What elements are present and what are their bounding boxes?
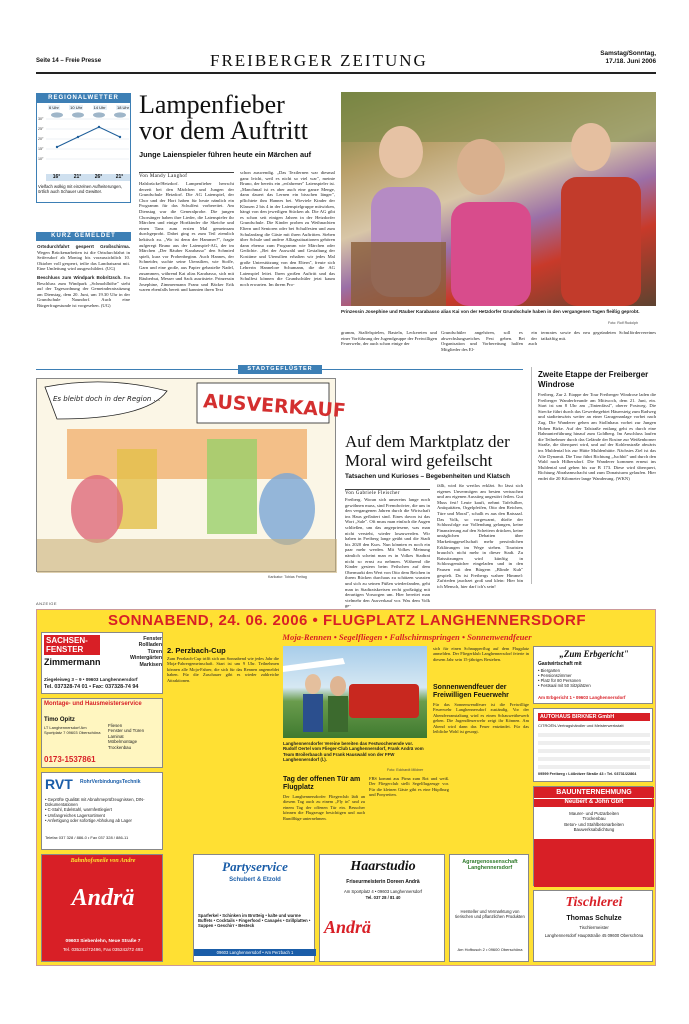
- lead-col-5: ternrates sowie des neu gegründeten Schulfördervereines tatkräftig mit.: [541, 330, 656, 341]
- lead-col-4: Grundschüler angehören, soll es ein abwechslungsreiches Fest geben. Bei der Organisation und Vorbereitung halfen auch Mitglieder des El-: [441, 330, 537, 352]
- weather-temp: 21°: [115, 174, 124, 180]
- weather-temps: [46, 174, 130, 181]
- ad-birkner-title: AUTOHAUS BIRKNER GmbH: [538, 713, 650, 721]
- lead-photo: [341, 92, 656, 306]
- ad-sachsen-items: [112, 636, 162, 668]
- ad-sachsen-title-line: FENSTER: [46, 645, 84, 654]
- page-number: Seite 14 – Freie Presse: [36, 58, 102, 64]
- lead-headline: [139, 92, 308, 144]
- ad-tisch-sub: Tischlermeister: [579, 925, 609, 930]
- stadt-author: Von Gabriele Fleischer: [345, 489, 430, 496]
- lead-col-1: Halsbrücke/Hetzdorf. Lampenfieber herrscht derzeit bei den Mädchen und Jungen der Grundschule Hetzdorf. Die AG Laienspiel, der Chor und der Hort haben für heute nämlich ein Programm für das Schulfest vorbereitet. Am Dienstag war die Generalprobe. Die jungen Chorsänger haben ihre Lieder, die Laienspieler ihr Märchen und einige Hortkinder die Sketche und einen Tanz zum ersten Mal gemeinsam durchgeprobt. Dabei ging es zum Teil ziemlich hektisch zu. „Wo ist denn der Hammer?", fragte aufgeregt Bruno aus der Laienspiel-AG, der im Märchen „Der Räuber Karabasso" den Schmied spielt, kurz vor Probenbeginn. Auch Hannes, der Schneider, suchte seine Utensilien, wie Stoffe, Garn und eine große, aus Papier gebastelte Nadel, zusammen, während Kai alias Karabasso, sich mit Räuberhut, Messer und Sack ausrüstete. Prinzessin Josephine, Zimmermann Franz und Bäcker Erik waren ebenfalls bereit und kannten ihren Text: [139, 181, 234, 293]
- kurz-body: Ein Beschluss zum Windpark „Schmohlhöhe" steht auf der Tagesordnung der Gemeinderatssitzung am Dienstag, dem 20. Juni, um 19.30 Uhr in der Grundschule Naundorf. Auch eine Bürgerfragestunde ist vorgesehen. (UG): [37, 274, 130, 308]
- ad-birkner: [533, 708, 653, 782]
- ad-montage-item: Laminat: [108, 733, 124, 739]
- side-text: Freiberg. Zur 2. Etappe der Tour Freiberger Windrose laden die Freiberger Wanderfreunde am Mittwoch, dem 21. Juni, ein. Start ist um 8 Uhr am „Tintenfässl", oberer Postweg. Die Strecke führt durch das Gewerbegebiet Häuersteig zum Radweg und stadteinwärts weiter an einer Garagenanlage vorbei nach Zug. Die Wanderer gehen am Stollnhaus vorbei zur Jungen Hohen Birke. Auf der Talstraße entlang geht es durch eine Bahnunterführung hinauf zum Goldberg. Im Anschluss laufen die Teilnehmer durch das Gelände der Rosine zur Weißenborner Straße, die überquert wird, und auf der Kohlenstraße abwärts ins Muldental bis zur Hütte Muldenhütte. Nächstes Ziel ist das Alte Dynamit. Die Tour führt Richtung „Juchhö" und durch den Wald nach Hilbersdorf. Die Wanderer kommen erneut ins Muldental und gehen bis zur B 173. Diese wird überquert, Richtung Abrahamschacht und zum Donatsturm gelaufen. Hier endet die 20 Kilometer lange Wanderung. (WKN): [538, 392, 656, 481]
- stadt-subhead: Tatsachen und Kurioses – Begebenheiten und Klatsch: [345, 473, 511, 480]
- kurz-box: [36, 232, 131, 350]
- ad-party-item: Schinken im Brotteig: [222, 913, 265, 918]
- cartoon: [36, 378, 347, 572]
- weather-chart: [37, 112, 130, 172]
- ad-andre-tel: Tel. 035242/72496, Fax 035242/72 493: [63, 947, 143, 952]
- ad-photo: [283, 646, 427, 738]
- ad-montage-addr: LT Langhennersdorf Am Sportplatz 7 09603 Oberschöna: [44, 725, 101, 735]
- header-rule: [36, 72, 656, 74]
- kurz-title: KURZ GEMELDET: [36, 232, 131, 241]
- ad-bau-name: Neubert & John GbR: [534, 799, 654, 807]
- cartoon-bubble-text: Es bleibt doch in der Region …: [53, 395, 161, 403]
- weather-text: Vielfach wolkig mit einzelnen Aufheiterungen, örtlich auch Schauer und Gewitter.: [38, 184, 122, 194]
- ad-party-item: Canapés: [264, 918, 282, 923]
- ad-birkner-grid: [538, 733, 650, 769]
- ad-photo-scene: [283, 646, 427, 738]
- ad-sachsen-fenster: [41, 632, 163, 694]
- ad-agrar-title: Agrargenossenschaft Langhennersdorf: [462, 859, 518, 871]
- ad-agrar: [449, 854, 529, 962]
- ad-montage-item: Fliesen: [108, 723, 123, 728]
- ad-andre-name: Andrä: [71, 885, 135, 911]
- weather-cloud-icon: [72, 112, 84, 117]
- ad-montage-title: Montage- und Hausmeisterservice: [44, 701, 142, 707]
- lead-col-2: schon auswendig. „Das Textlernen war diesmal ganz leicht, weil es nicht so viel war", meinte Bruno, der bereits ein „erfahrener" Laienspieler ist. „Manchmal ist es aber auch eine ganze Menge, dann dauert das Lernen ein bisschen länger", pflichtete ihm Hannes bei. Wieviele Kinder der Klassen 2 bis 4 in der Laienspielgruppe mitwirken, hängt von den jeweiligen Stücken ab. Die AG gibt es schon seit einigen Jahren in der Hetzdorfer Grundschule. Die Kinder proben zu Weihnachten Eltern und Senioren oder bei Schulfesten und zum Schulanfang die Gäste mit ihren Auftritten. Sieben über Schule und andere Alltagssituationen gehören dann ebenso zum Programm wie Märchen oder Gedichte. „Bei der Auswahl und Gestaltung der Kostüme und Utensilien erhalten wir jedes Mal große Unterstützung von den Eltern", freute sich Lehrerin Hannelore Schumann, die die AG Laienspiel leitet. Ihren großen Auftritt und das Schulfest können die Grundschüler jetzt kaum noch erwarten. Im ihrem Pro-: [240, 170, 335, 287]
- ad-sachsen-item: Markisen: [139, 661, 162, 668]
- ad-label: ANZEIGE: [36, 601, 58, 606]
- weather-y-tick: 15°: [38, 147, 44, 151]
- weather-time: 6 Uhr: [49, 105, 59, 110]
- ad-sonnen-text: Für das Sonnenwendfeuer ist die Freiwillige Feuerwehr Langhennersdorf zuständig. Vor der Abendveranstaltung wird es einen Schauwettbewerb geben. Die Jugendfeuerwehr zeigt ihr Können. Am Abend wird dann das Feuer entzündet. Für das leibliche Wohl ist gesorgt.: [433, 702, 529, 735]
- newspaper-title: FREIBERGER ZEITUNG: [210, 51, 428, 70]
- ad-montage-item: Möbelmontage: [108, 739, 138, 745]
- cartoon-credit: Karikatur: Tobias Freitag: [268, 575, 307, 579]
- ad-erb-item: • Pensionszimmer: [538, 673, 572, 678]
- ad-perz-text: Zum Perzbach-Cup trifft sich am Sonnabend wie jedes Jahr die Moja-Fahrergemeinschaft. Start ist um 9 Uhr. Teilnehmen können alle Moja-Fahrer, die sich für das Rennen angemeldet haben. Für die Zuschauer gibt es wieder zahlreiche Attraktionen.: [167, 656, 279, 683]
- weather-temp: 16°: [52, 174, 61, 180]
- ad-sachsen-item: Fenster: [143, 636, 162, 642]
- ad-subline: Moja-Rennen • Segelfliegen • Fallschirmspringen • Sonnenwendfeuer: [282, 632, 532, 642]
- ad-montage: [41, 698, 163, 768]
- ad-montage-tel: 0173-1537861: [44, 755, 96, 764]
- stadt-banner: STADTGEFLÜSTER: [238, 365, 322, 374]
- stadt-headline-line: Auf dem Marktplatz der: [345, 432, 510, 451]
- ad-montage-item: Fenster und Türen: [108, 728, 145, 734]
- ad-haar-addr: Am Sportplatz 4 • 09603 Langhennersdorf: [343, 889, 423, 894]
- ad-sachsen-tel: Tel. 037328-74 01 • Fax: 037328-74 94: [44, 684, 139, 690]
- ad-andre-addr: 09603 Siebenlehn, Neue Straße 7: [65, 939, 141, 944]
- ad-haar-tel: Tel. 037 28 / 81 40: [365, 895, 401, 900]
- ad-rvt-item: • Gepröfte Qualität mit Abnahmeprüfzeugnissen, DIN-Dokumentationen: [45, 797, 145, 808]
- ad-bau-item: Beton- und Stahlbetonarbeiten: [564, 821, 624, 827]
- weather-time: 10 Uhr: [70, 105, 83, 110]
- ad-party-item: kalte und warme Buffets: [198, 913, 301, 923]
- kurz-headline: Beschluss zum Windpark Bobritzsch.: [37, 274, 122, 280]
- ad-rvt: [41, 772, 163, 850]
- lead-col-3: gramm, Staffelspielen, Basteln, Leckereien und einer Vorführung der Jugendgruppe der Freiwilligen Feuerwehr, der auch schon einige der: [341, 330, 437, 347]
- lead-photo-caption: Prinzessin Josephine und Räuber Karabasso alias Kai von der Hetzdorfer Grundschule haben in den vergangenen Tagen fleißig geprobt.: [341, 309, 640, 314]
- cartoon-drawing: [37, 379, 347, 573]
- lead-headline-line: vor dem Auftritt: [139, 116, 308, 145]
- ad-bau-bottom: [534, 839, 654, 887]
- ad-bau-item: Maurer- und Putzarbeiten: [569, 811, 619, 816]
- ad-rvt-item: • Anfertigung oder sofortige Abholung ab Lager: [45, 817, 132, 823]
- cartoon-sale-text: AUSVERKAUF: [202, 390, 347, 423]
- lead-photo-credit: Foto: Rolf Rudolph: [608, 321, 638, 325]
- ad-erbgericht: [533, 646, 653, 704]
- ad-sachsen-item: Wintergärten: [130, 655, 162, 662]
- ad-rvt-tel: Telefax 037 328 / 886-0 • Fax 037 328 / 886-11: [45, 835, 129, 840]
- ad-sachsen-title-line: SACHSEN-: [46, 636, 88, 645]
- ad-rvt-logo: RVT: [45, 776, 73, 792]
- stadt-col-2: fällt, wird für wertlos erklärt. So lässt sich eigenes Unvermögen am besten vertuschen und am eigenen Ausstieg ungestört feilen. Gut Muss fest! Leute kauft, nehmt Tafelsilber, Antiquitäten, Orgelpfeifen, Otto den Reichen, Türe und Moral", schallt es aus den Ratssaal. Das Volk, so vorgewarnt, dürfte der Schlussfolge zur Vollendung gelangen, keine Finanzierung auf den Scheitern drücken, keine unsäglichen Debatten über Marketinggesellschaft mehr persönlichen Erklärungen im Wege stehen. Touristen braucht's nicht mehr in dieser Stadt. Zu Ratssitzungen wird künftig in Schlossgemächer eingeladen und in den Pausen mit den Bürgern „Blinde Kuh" gespielt. Da ist Freibergs wahrer Himmel: Zufrieden jauchzet groß und klein: Hier bin ich Mensch, hier darf ich's sein!: [437, 483, 523, 589]
- ad-montage-name: Timo Opitz: [44, 717, 75, 723]
- ad-tischlerei: [533, 890, 653, 962]
- weather-title: REGIONALWETTER: [37, 94, 130, 103]
- ad-banner: SONNABEND, 24. 06. 2006 • FLUGPLATZ LANGHENNERSDORF: [107, 612, 587, 629]
- ad-andre-banner: Bahnhofsmeile von Andre: [70, 858, 136, 864]
- side-rule: [531, 367, 532, 584]
- lead-author: Von Mandy Langhof: [139, 172, 234, 179]
- weather-cloud-icon: [114, 112, 126, 117]
- side-headline: Zweite Etappe der Freiberger Windrose: [538, 370, 649, 389]
- weather-time: 14 Uhr: [93, 105, 106, 110]
- ad-party-item: Fingerfood: [238, 918, 261, 923]
- ad-haar-title: Haarstudio: [350, 859, 416, 874]
- ad-tag-text: Der Langhennersdorfer Fliegerclub lädt an diesem Tag auch zu einem „Fly in" und zu einem Tag der offenen Tür ein. Besucher können die Flugzeuge besichtigen und auch Rundflüge unternehmen.: [283, 794, 365, 821]
- weather-times: [48, 105, 130, 110]
- lead-headline-line: Lampenfieber: [139, 90, 285, 119]
- ad-bau-title: BAUUNTERNEHMUNG: [534, 787, 654, 798]
- ad-bau-items: [538, 811, 650, 833]
- ad-party-item: Besteck: [238, 923, 255, 928]
- ad-tisch-addr: Langhennersdorf Hauptstraße 45 09600 Oberschöna: [544, 933, 644, 938]
- lead-photo-scene: [341, 92, 656, 306]
- weather-box: [36, 93, 131, 203]
- weather-y-tick: 10°: [38, 157, 44, 161]
- ad-erb-sub: Gastwirtschaft mit: [538, 661, 582, 667]
- ad-page: [36, 609, 656, 966]
- ad-photo-caption: Langhennersdorfer Vereine bereiten das Festwochenende vor. Rudolf Oertel vom Flieger-Club Langhennersdorf, Frank Andrä vom Team Broilerbauch und Frank Hauswald von der FFW Langhennersdorf (l.).: [283, 741, 424, 763]
- ad-sonnen-title: Sonnenwendfeuer der Freiwilligen Feuerwehr: [433, 684, 509, 699]
- ad-andre: [41, 854, 163, 962]
- ad-montage-item: Trockenbau: [108, 744, 132, 750]
- ad-birkner-addr: 09599 Freiberg • Lößnitzer Straße 43 • Tel. 03731/22864: [538, 772, 637, 776]
- ad-rvt-name: RohrVerbindungsTechnik: [80, 779, 141, 785]
- ad-party-name: Schubert & Etzold: [229, 877, 281, 883]
- kurz-body: Wegen Brückenarbeiten ist die Ortsdurchfahrt in Seifersdorf ab Montag bis voraussichtlich 10. Oktober voll gesperrt, teilte das Landratsamt mit. Eine Umleitung wird ausgeschildert. (UG): [37, 249, 130, 272]
- ad-sachsen-title: [44, 635, 100, 655]
- ad-erb-items: [538, 668, 650, 688]
- ad-party-addr: 09603 Langhennersdorf • Am Perzbach 1: [194, 949, 316, 956]
- ad-party-item: Sparferkel: [198, 913, 219, 918]
- ad-party: [193, 854, 315, 962]
- ad-rvt-items: [45, 797, 161, 823]
- ad-party-title: Partyservice: [222, 859, 288, 874]
- weather-temp: 26°: [94, 174, 103, 180]
- weather-y-tick: 25°: [38, 127, 44, 131]
- ad-bau-item: Bauwerksabdichtung: [573, 827, 615, 833]
- ad-perz-title: 2. Perzbach-Cup: [167, 646, 226, 655]
- ad-erb-title: „Zum Erbgericht": [559, 649, 629, 659]
- ad-bau: [533, 786, 653, 886]
- ad-tisch-name: Thomas Schulze: [566, 915, 622, 922]
- weather-temp-line: [57, 127, 120, 147]
- ad-sachsen-item: Rollladen: [138, 642, 162, 649]
- ad-tag-title: Tag der offenen Tür am Flugplatz: [283, 776, 361, 791]
- ad-party-items: Sparferkel • Schinken im Brotteig • kalte und warme Buffets • Cocktails • Fingerfood • Canapés • Grillplatten • Suppen • Geschirr • Besteck: [198, 913, 311, 928]
- ad-haar-sub: Friseurmeisterin Doreen Andrä: [346, 879, 420, 885]
- kurz-headline: Ortsdurchfahrt gesperrt Großschirma.: [37, 244, 130, 249]
- stadt-headline: [345, 432, 510, 470]
- weather-temp: 21°: [73, 174, 82, 180]
- ad-party-item: Grillplatten: [285, 918, 308, 923]
- lead-subhead: Junge Laienspieler führen heute ein Märchen auf: [139, 150, 312, 159]
- weather-y-tick: 30°: [38, 117, 44, 121]
- ad-agrar-items: Hersteller und Vermarktung von tierischen und pflanzlichen Produkten: [455, 909, 525, 920]
- ad-photo-credit: Foto: Eckhardt Mildner: [387, 768, 424, 772]
- ad-fps-text: FBS kommt aus Pirna zum Rot und weiß. Der Fliegerclub stellt Segelflugzeuge vor. Für die kleinen Gäste gibt es eine Hüpfburg und Ponyreiten.: [369, 776, 449, 798]
- stadt-headline-line: Moral wird gefeilscht: [345, 451, 493, 470]
- kurz-text: [37, 244, 130, 350]
- weather-cloud-icon: [93, 112, 105, 117]
- ad-rvt-item: • C-Stahl, Edelstahl, warmfestlegiert: [45, 807, 112, 813]
- ad-haar: [319, 854, 445, 962]
- ad-rvt-item: • Umfangreiches Lagersortiment: [45, 812, 105, 818]
- issue-date: Samstag/Sonntag, 17./18. Juni 2006: [600, 50, 656, 65]
- ad-sachsen-addr: Ziegeleiweg 3 – 9 • 09603 Langhennersdorf: [44, 677, 138, 682]
- ad-montage-items: [108, 723, 162, 750]
- ad-agrar-addr: Am Hofbusch 2 • 09600 Oberschöna: [457, 947, 523, 952]
- ad-party-item: Geschirr: [217, 923, 235, 928]
- ad-erb-item: • Festsaal mit 50 Sitzplätzen: [538, 683, 591, 688]
- ad-party-item: Cocktails: [216, 918, 235, 923]
- ad-erb-addr: Am Erbgericht 1 • 09603 Langhennersdorf: [538, 695, 626, 700]
- ad-fall-text: sich für einen Schnupperflug auf dem Flugplatz anmelden. Der Fliegerklub Langhennersdorf feierte in diesem Jahr sein 15-jähriges Bestehen.: [433, 646, 529, 662]
- ad-sachsen-item: Türen: [147, 648, 162, 655]
- ad-haar-name: Andrä: [324, 917, 372, 937]
- stadt-col-1: Freiberg. Woran sich unsereins lange noch gewöhnen muss, sind Fremdwörter, die uns in den vergangenen Jahren durch die Wirtschaft ins Haus geflattert sind. Eines davon ist das Wort „Sale". Oft muss man einfach die Augen schließen, um das angepriesene, was man nicht versteht, wieder loszuwerden. Wir haben in Freiberg lange geübt und die Stadt bis 2020 den Kurs. Nun könnten es noch ein paar mehr werden. Mit Volkes Meinung nämlich scheint man es in Volkes Stadtrat nicht so ernst zu nehmen. Während die Kinder gestern beim Feilschen auf dem Obermarkt den Wert von Otto dem Reichen in ihrem Rücken durchaus zu schätzen wussten und sich zu seinen Füßen wiederfanden, geht man in Stadtratskreisen recht großzügig mit derartigen Vorsorgen um. Hier bereitet man vielmehr den Ausverkauf vor. Was dem Volk ge-: [345, 497, 430, 609]
- weather-y-tick: 20°: [38, 137, 44, 141]
- ad-tisch-title: Tischlerei: [565, 895, 623, 910]
- ad-erb-item: • Biergarten: [538, 668, 560, 673]
- weather-time: 18 Uhr: [116, 105, 129, 110]
- ad-bau-item: Trockenbau: [582, 816, 606, 822]
- ad-sachsen-name: Zimmermann: [44, 657, 101, 667]
- weather-cloud-icon: [51, 112, 63, 117]
- ad-party-item: Suppen: [198, 923, 214, 928]
- ad-birkner-sub: CITROËN-Vertragshändler und Meisterwerkstatt: [538, 723, 624, 728]
- ad-erb-item: • Platz für 80 Personen: [538, 678, 581, 683]
